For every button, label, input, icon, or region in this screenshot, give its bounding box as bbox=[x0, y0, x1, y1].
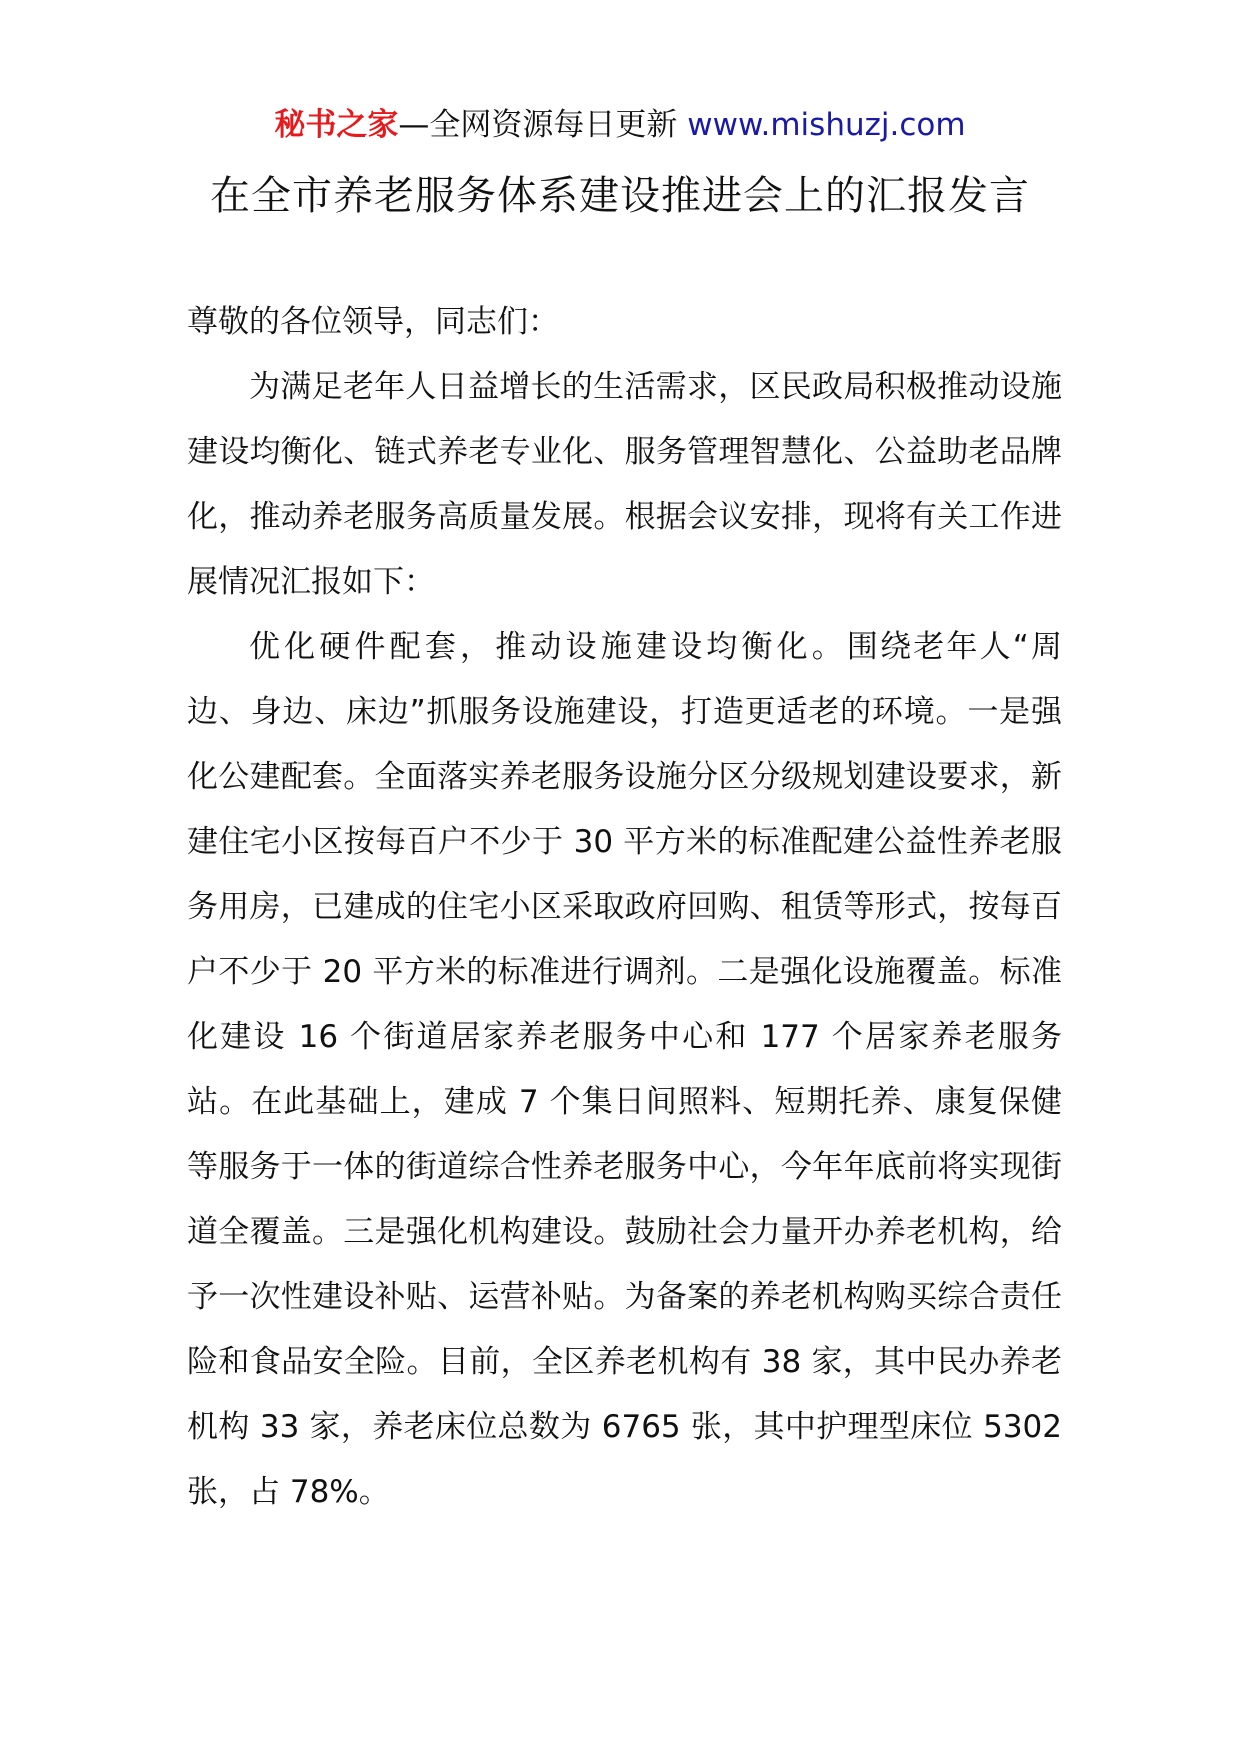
section-paragraph-text: 围绕老年人“周边、身边、床边”抓服务设施建设，打造更适老的环境。一是强化公建配套。全面落实养老服务设施分区分级规划建设要求，新建住宅小区按每百户不少于 30 平方米的标准配建公益性养老服务用房，已建成的住宅小区采取政府回购、租赁等形式，按每百户不少于 20 平方米的标准进行调剂。二是强化设施覆盖。标准化建设 16 个街道居家养老服务中心和 177 个居家养老服务站。在此基础上，建成 7 个集日间照料、短期托养、康复保健等服务于一体的街道综合性养老服务中心，今年年底前将实现街道全覆盖。三是强化机构建设。鼓励社会力量开办养老机构，给予一次性建设补贴、运营补贴。为备案的养老机构购买综合责任险和食品安全险。目前，全区养老机构有 38 家，其中民办养老机构 33 家，养老床位总数为 6765 张，其中护理型床位 5302 张，占 78%。 bbox=[187, 629, 1063, 1510]
site-header bbox=[0, 103, 1240, 147]
section-paragraph bbox=[187, 615, 1062, 1525]
section-heading: 优化硬件配套，推动设施建设均衡化。 bbox=[249, 629, 847, 665]
salutation: 尊敬的各位领导，同志们： bbox=[187, 304, 559, 340]
document-title: 在全市养老服务体系建设推进会上的汇报发言 bbox=[210, 173, 1030, 219]
intro-paragraph-text: 为满足老年人日益增长的生活需求，区民政局积极推动设施建设均衡化、链式养老专业化、服务管理智慧化、公益助老品牌化，推动养老服务高质量发展。根据会议安排，现将有关工作进展情况汇报如下： bbox=[187, 369, 1062, 600]
site-url-link[interactable]: www.mishuzj.com bbox=[687, 107, 966, 143]
document-body bbox=[187, 290, 1062, 1525]
intro-paragraph bbox=[187, 355, 1062, 615]
header-tagline: —全网资源每日更新 bbox=[398, 107, 678, 143]
brand-name: 秘书之家 bbox=[274, 107, 399, 143]
